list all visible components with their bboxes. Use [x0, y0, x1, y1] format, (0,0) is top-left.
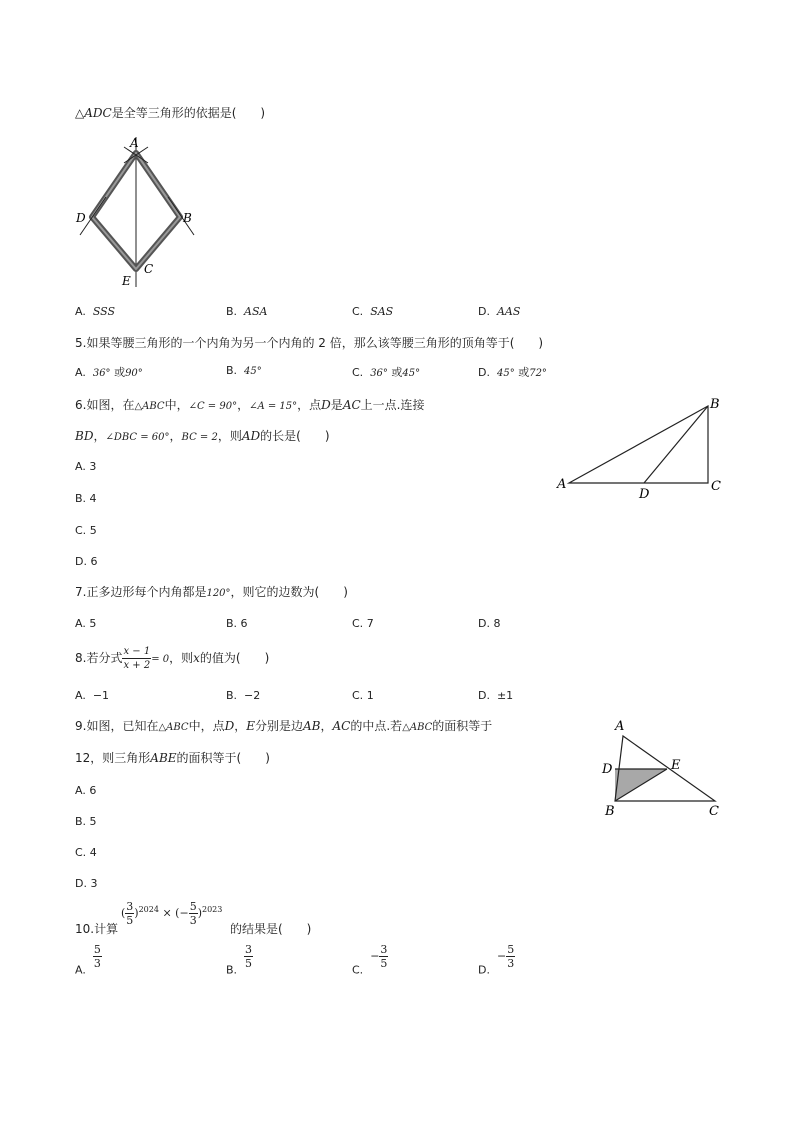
q7-option-d[interactable]: D. 8 [478, 617, 501, 630]
q8-option-a[interactable]: A. −1 [75, 689, 110, 702]
q8-stem: 8.若分式 $\frac{x - 1}{x + 2}$ = 0，则x的值为( ) [75, 646, 270, 671]
q6-option-a[interactable]: A. 3 [75, 460, 97, 473]
q5-option-d[interactable]: D. 45° 或72° [478, 366, 547, 379]
q4-label-e: E [122, 274, 131, 288]
q9-stem-line1: 9.如图，已知在△ABC中，点D，E分别是边AB，AC的中点.若△ABC的面积等于 [75, 719, 493, 733]
q9-option-c[interactable]: C. 4 [75, 846, 97, 859]
q9-label-e: E [671, 758, 681, 773]
q9-label-b: B [605, 804, 615, 819]
q4-label-b: B [183, 211, 192, 225]
q6-label-a: A [557, 477, 567, 492]
q10-option-a[interactable]: A. $\frac{5}{3}$ [75, 943, 101, 977]
q10-expression: ( $\frac{3}{5}$ )$^{2024}$ × (− $\frac{5}{3}$ )$^{2023}$ [121, 900, 223, 927]
q8-option-b[interactable]: B. −2 [226, 689, 261, 702]
q5-option-a[interactable]: A. 36° 或90° [75, 366, 143, 379]
q6-label-b: B [710, 397, 720, 412]
q4-label-d: D [76, 211, 86, 225]
q8-option-d[interactable]: D. ±1 [478, 689, 514, 702]
q5-stem: 5.如果等腰三角形的一个内角为另一个内角的 2 倍，那么该等腰三角形的顶角等于( ) [75, 336, 544, 350]
q6-option-d[interactable]: D. 6 [75, 555, 98, 568]
q4-option-b[interactable]: B. ASA [226, 305, 268, 318]
q9-figure [597, 716, 737, 826]
q6-stem-line2: BD，∠DBC = 60°，BC = 2，则AD的长是( ) [75, 429, 330, 443]
q6-option-c[interactable]: C. 5 [75, 524, 97, 537]
q6-label-c: C [711, 479, 721, 494]
q8-option-c[interactable]: C. 1 [352, 689, 374, 702]
q4-triangle: △ADC [75, 106, 112, 120]
q4-option-d[interactable]: D. AAS [478, 305, 521, 318]
q4-stem [75, 104, 265, 121]
q5-option-c[interactable]: C. 36° 或45° [352, 366, 421, 379]
q10-option-c[interactable]: C. − $\frac{3}{5}$ [352, 943, 388, 977]
q5-option-b[interactable]: B. 45° [226, 364, 262, 377]
q9-label-d: D [602, 762, 613, 777]
q4-label-a: A [130, 136, 139, 150]
q9-label-c: C [709, 804, 719, 819]
q8-fraction: $\frac{x - 1}{x + 2}$ [123, 646, 151, 671]
q6-stem-line1: 6.如图，在△ABC中，∠C = 90°，∠A = 15°，点D是AC上一点.连接 [75, 398, 425, 412]
q7-stem: 7.正多边形每个内角都是120°，则它的边数为( ) [75, 585, 348, 599]
q7-option-a[interactable]: A. 5 [75, 617, 97, 630]
q6-segment-bd [644, 406, 708, 483]
q4-option-c[interactable]: C. SAS [352, 305, 394, 318]
q6-label-d: D [639, 487, 650, 502]
q9-option-b[interactable]: B. 5 [75, 815, 97, 828]
q7-option-c[interactable]: C. 7 [352, 617, 374, 630]
q4-label-c: C [144, 262, 154, 276]
q4-option-a[interactable]: A. SSS [75, 305, 116, 318]
q9-stem-line2: 12，则三角形ABE的面积等于( ) [75, 751, 270, 765]
q6-option-b[interactable]: B. 4 [75, 492, 97, 505]
q9-option-a[interactable]: A. 6 [75, 784, 97, 797]
q10-option-b[interactable]: B. $\frac{3}{5}$ [226, 943, 253, 977]
q7-option-b[interactable]: B. 6 [226, 617, 248, 630]
q4-figure [72, 135, 202, 295]
q4-stem-text: 是全等三角形的依据是( ) [111, 106, 266, 120]
q9-option-d[interactable]: D. 3 [75, 877, 98, 890]
q6-figure [555, 392, 735, 502]
q10-option-d[interactable]: D. − $\frac{5}{3}$ [478, 943, 515, 977]
q9-label-a: A [615, 719, 625, 734]
q6-triangle [569, 406, 708, 483]
